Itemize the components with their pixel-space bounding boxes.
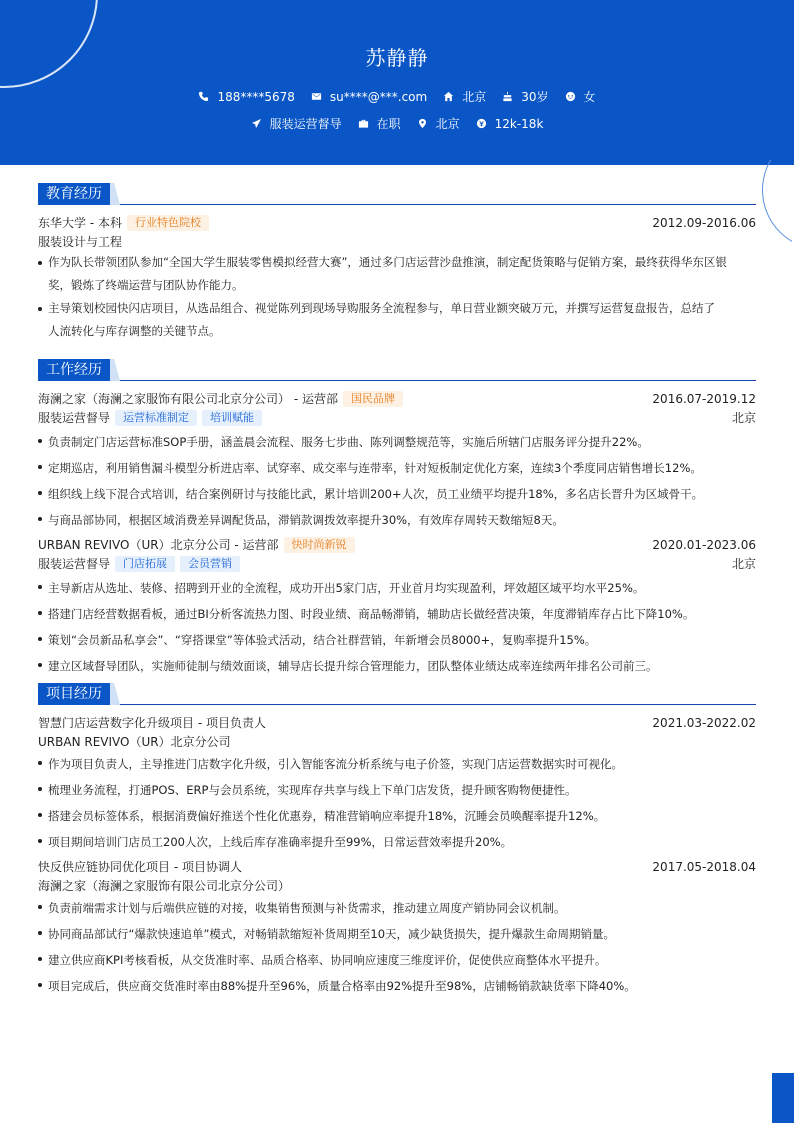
target-city-item: [417, 115, 460, 132]
email-text: su****@***.com: [329, 89, 428, 104]
work-header: [38, 389, 756, 408]
company-tag: 快时尚新锐: [284, 537, 355, 553]
work-title-row: [38, 554, 756, 573]
target-job-item: [251, 115, 342, 132]
education-date: 2012.09-2016.06: [652, 215, 756, 230]
work-bullets: [38, 575, 756, 679]
company-tag: 国民品牌: [343, 391, 403, 407]
school-name: 东华大学 - 本科: [38, 216, 122, 230]
mail-icon: [311, 91, 322, 102]
salary-item: [476, 117, 544, 131]
contact-row: [0, 88, 794, 105]
list-item: 负责前端需求计划与后端供应链的对接，收集销售预测与补货需求，推动建立周度产销协同会议机制。: [38, 895, 756, 921]
briefcase-icon: [358, 118, 369, 129]
list-item: 搭建会员标签体系，根据消费偏好推送个性化优惠券，精准营销响应率提升18%，沉睡会员唤醒率提升12%。: [38, 803, 756, 829]
title-decoration: [110, 183, 120, 205]
city-text: 北京: [462, 90, 487, 104]
city-item: [443, 88, 486, 105]
work-date: 2020.01-2023.06: [652, 537, 756, 552]
education-header: [38, 213, 756, 232]
section-title-education: [38, 183, 756, 205]
list-item: 作为项目负责人，主导推进门店数字化升级，引入智能客流分析系统与电子价签，实现门店运营数据实时可视化。: [38, 751, 756, 777]
project-section: [38, 683, 756, 999]
section-title-text: 项目经历: [38, 683, 110, 705]
project-org-row: [38, 732, 756, 751]
list-item: 负责制定门店运营标准SOP手册，涵盖晨会流程、服务七步曲、陈列调整规范等，实施后所辖门店服务评分提升22%。: [38, 429, 756, 455]
project-name: 快反供应链协同优化项目 - 项目协调人: [38, 860, 242, 874]
gender-item: [565, 88, 596, 105]
project-org: URBAN REVIVO（UR）北京分公司: [38, 735, 231, 749]
list-item: 定期巡店，利用销售漏斗模型分析进店率、试穿率、成交率与连带率，针对短板制定优化方案，连续3个季度同店销售增长12%。: [38, 455, 756, 481]
project-header: [38, 857, 756, 876]
list-item: 梳理业务流程，打通POS、ERP与会员系统，实现库存共享与线上下单门店发货，提升顾客购物便捷性。: [38, 777, 756, 803]
gender-text: 女: [583, 90, 596, 104]
smile-icon: [565, 91, 576, 102]
resume-header: [0, 0, 794, 165]
salary-text: 12k-18k: [494, 116, 544, 131]
skill-tag: 门店拓展: [115, 556, 175, 572]
school-tag: 行业特色院校: [127, 215, 209, 231]
project-date: 2021.03-2022.02: [652, 715, 756, 730]
work-header: [38, 535, 756, 554]
age-text: 30岁: [521, 90, 549, 104]
job-intent-row: [0, 115, 794, 132]
title-decoration: [110, 683, 120, 705]
work-location: 北京: [731, 557, 756, 571]
list-item: 主导新店从选址、装修、招聘到开业的全流程，成功开出5家门店，开业首月均实现盈利，坪效超区域平均水平25%。: [38, 575, 756, 601]
section-title-text: 教育经历: [38, 183, 110, 205]
status-item: [358, 115, 401, 132]
work-bullets: [38, 429, 756, 533]
candidate-name: 苏静静: [365, 46, 429, 70]
phone-item: [198, 90, 294, 104]
project-name: 智慧门店运营数字化升级项目 - 项目负责人: [38, 716, 266, 730]
target-job-text: 服装运营督导: [269, 117, 342, 131]
list-item: 组织线上线下混合式培训，结合案例研讨与技能比武，累计培训200+人次，员工业绩平均提升18%，多名店长晋升为区域骨干。: [38, 481, 756, 507]
cake-icon: [502, 91, 513, 102]
list-item: 主导策划校园快闪店项目，从选品组合、视觉陈列到现场导购服务全流程参与，单日营业额突破万元，并撰写运营复盘报告，总结了 人流转化与库存调整的关键节点。: [38, 297, 756, 343]
job-title: 服装运营督导: [38, 411, 111, 425]
age-item: [502, 88, 548, 105]
list-item: 协同商品部试行“爆款快速追单”模式，对畅销款缩短补货周期至10天，减少缺货损失，提升爆款生命周期销量。: [38, 921, 756, 947]
education-bullets: [38, 251, 756, 343]
work-title-row: [38, 408, 756, 427]
project-bullets: [38, 751, 756, 855]
location-pin-icon: [417, 118, 428, 129]
section-title-project: [38, 683, 756, 705]
list-item: 策划“会员新品私享会”、“穿搭课堂”等体验式活动，结合社群营销，年新增会员8000+，复购率提升15%。: [38, 627, 756, 653]
home-icon: [443, 91, 454, 102]
skill-tag: 培训赋能: [202, 410, 262, 426]
project-header: [38, 713, 756, 732]
work-date: 2016.07-2019.12: [652, 391, 756, 406]
section-title-text: 工作经历: [38, 359, 110, 381]
target-city-text: 北京: [435, 117, 460, 131]
company-name: 海澜之家（海澜之家服饰有限公司北京分公司） - 运营部: [38, 392, 338, 406]
skill-tag: 会员营销: [180, 556, 240, 572]
list-item: 建立供应商KPI考核看板，从交货准时率、品质合格率、协同响应速度三维度评价，促使供应商整体水平提升。: [38, 947, 756, 973]
company-name: URBAN REVIVO（UR）北京分公司 - 运营部: [38, 538, 279, 552]
project-bullets: [38, 895, 756, 999]
money-icon: [476, 118, 487, 129]
education-section: [38, 183, 756, 343]
list-item: 与商品部协同，根据区域消费差异调配货品，滞销款调拨效率提升30%，有效库存周转天数缩短8天。: [38, 507, 756, 533]
list-item: 项目期间培训门店员工200人次，上线后库存准确率提升至99%，日常运营效率提升20%。: [38, 829, 756, 855]
skill-tag: 运营标准制定: [115, 410, 197, 426]
list-item: 建立区域督导团队，实施师徒制与绩效面谈，辅导店长提升综合管理能力，团队整体业绩达成率连续两年排名公司前三。: [38, 653, 756, 679]
section-title-work: [38, 359, 756, 381]
major-row: [38, 232, 756, 251]
work-location: 北京: [731, 411, 756, 425]
project-org-row: [38, 876, 756, 895]
list-item: 项目完成后，供应商交货准时率由88%提升至96%，质量合格率由92%提升至98%，店铺畅销款缺货率下降40%。: [38, 973, 756, 999]
phone-icon: [198, 91, 209, 102]
major: 服装设计与工程: [38, 235, 123, 249]
status-text: 在职: [376, 117, 401, 131]
project-date: 2017.05-2018.04: [652, 859, 756, 874]
title-decoration: [110, 359, 120, 381]
send-icon: [251, 118, 262, 129]
email-item: [311, 90, 427, 104]
phone-text: 188****5678: [217, 89, 295, 104]
list-item: 搭建门店经营数据看板，通过BI分析客流热力图、时段业绩、商品畅滞销，辅助店长做经营决策，年度滞销库存占比下降10%。: [38, 601, 756, 627]
corner-decoration: [772, 1073, 794, 1123]
project-org: 海澜之家（海澜之家服饰有限公司北京分公司）: [38, 879, 291, 893]
work-section: [38, 359, 756, 679]
list-item: 作为队长带领团队参加“全国大学生服装零售模拟经营大赛”，通过多门店运营沙盘推演，制定配货策略与促销方案，最终获得华东区银 奖，锻炼了终端运营与团队协作能力。: [38, 251, 756, 297]
job-title: 服装运营督导: [38, 557, 111, 571]
